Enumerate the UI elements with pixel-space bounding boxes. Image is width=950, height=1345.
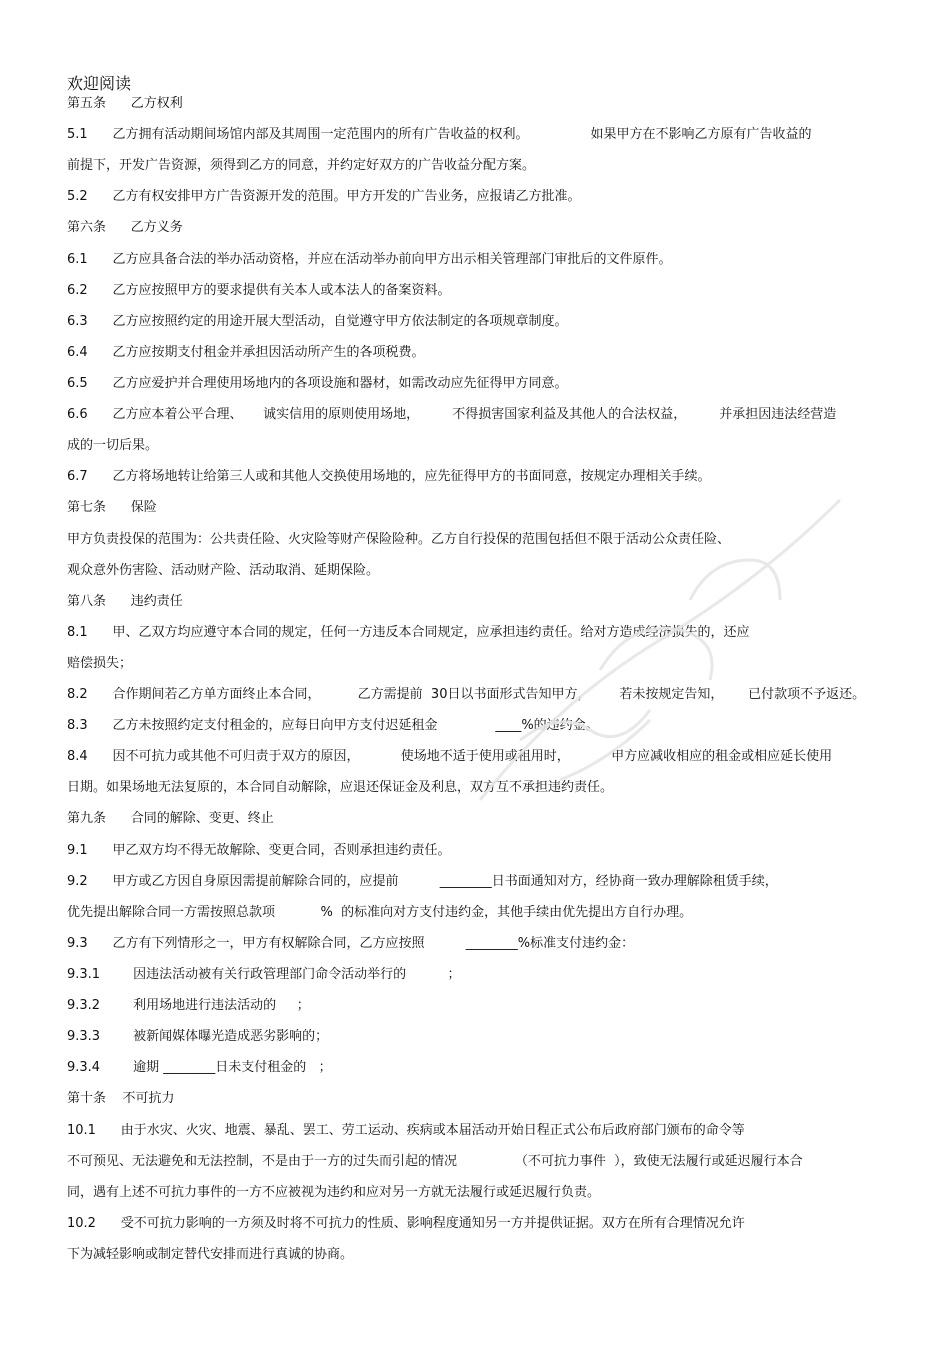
clause-line: 9.3.4 逾期 ________日未支付租金的 ； [67,1060,332,1075]
section-title: 第八条 违约责任 [67,594,183,609]
clause-line: 成的一切后果。 [67,438,159,453]
section-title: 第五条 乙方权利 [67,96,183,111]
section-title: 第九条 合同的解除、变更、终止 [67,811,274,826]
clause-line: 日期。如果场地无法复原的，本合同自动解除，应退还保证金及利息，双方互不承担违约责任。 [67,780,614,795]
clause-line: 8.4 因不可抗力或其他不可归责于双方的原因， 使场地不适于使用或租用时， 甲方应减收相应的租金或相应延长使用 [67,749,833,764]
clause-line: 10.2 受不可抗力影响的一方须及时将不可抗力的性质、影响程度通知另一方并提供证据。双方在所有合理情况允许 [67,1216,745,1231]
clause-line: 6.2 乙方应按照甲方的要求提供有关本人或本法人的备案资料。 [67,283,451,298]
clause-line: 前提下，开发广告资源，须得到乙方的同意，并约定好双方的广告收益分配方案。 [67,158,536,173]
clause-line: 9.3 乙方有下列情形之一，甲方有权解除合同，乙方应按照 ________%标准支付违约金： [67,936,635,951]
clause-line: 9.3.2 利用场地进行违法活动的 ； [67,998,310,1013]
clause-line: 甲方负责投保的范围为：公共责任险、火灾险等财产保险险种。乙方自行投保的范围包括但不限于活动公众责任险、 [67,532,731,547]
clause-line: 不可预见、无法避免和无法控制，不是由于一方的过失而引起的情况 （不可抗力事件 ），致使无法履行或延迟履行本合 [67,1154,803,1169]
clause-line: 6.1 乙方应具备合法的举办活动资格，并应在活动举办前向甲方出示相关管理部门审批后的文件原件。 [67,252,672,267]
clause-line: 8.1 甲、乙双方均应遵守本合同的规定，任何一方违反本合同规定，应承担违约责任。给对方造成经济损失的，还应 [67,625,750,640]
clause-line: 6.4 乙方应按期支付租金并承担因活动所产生的各项税费。 [67,345,425,360]
clause-line: 8.3 乙方未按照约定支付租金的，应每日向甲方支付迟延租金 ____%的违约金。 [67,718,599,733]
clause-line: 下为减轻影响或制定替代安排而进行真诚的协商。 [67,1247,354,1262]
clause-line: 优先提出解除合同一方需按照总款项 % 的标准向对方支付违约金，其他手续由优先提出方自行办理。 [67,905,693,920]
clause-line: 9.2 甲方或乙方因自身原因需提前解除合同的，应提前 ________日书面通知对方，经协商一致办理解除租赁手续， [67,874,778,889]
clause-line: 5.2 乙方有权安排甲方广告资源开发的范围。甲方开发的广告业务，应报请乙方批准。 [67,189,581,204]
clause-line: 6.5 乙方应爱护并合理使用场地内的各项设施和器材，如需改动应先征得甲方同意。 [67,376,568,391]
clause-line: 赔偿损失； [67,656,133,671]
clause-line: 6.3 乙方应按照约定的用途开展大型活动，自觉遵守甲方依法制定的各项规章制度。 [67,314,568,329]
document-header: 欢迎阅读 [67,74,132,93]
clause-line: 6.6 乙方应本着公平合理、 诚实信用的原则使用场地， 不得损害国家利益及其他人的合法权益， 并承担因违法经营造 [67,407,837,422]
clause-line: 10.1 由于水灾、火灾、地震、暴乱、罢工、劳工运动、疾病或本届活动开始日程正式公布后政府部门颁布的命令等 [67,1123,745,1138]
section-title: 第六条 乙方义务 [67,220,183,235]
clause-line: 9.1 甲乙双方均不得无故解除、变更合同，否则承担违约责任。 [67,843,451,858]
clause-line: 5.1 乙方拥有活动期间场馆内部及其周围一定范围内的所有广告收益的权利。 如果甲方在不影响乙方原有广告收益的 [67,127,812,142]
clause-line: 9.3.3 被新闻媒体曝光造成恶劣影响的； [67,1029,329,1044]
clause-line: 9.3.1 因违法活动被有关行政管理部门命令活动举行的 ； [67,967,461,982]
clause-line: 6.7 乙方将场地转让给第三人或和其他人交换使用场地的，应先征得甲方的书面同意，按规定办理相关手续。 [67,469,711,484]
watermark-graphic [440,440,860,860]
section-title: 第十条 不可抗力 [67,1091,175,1106]
section-title: 第七条 保险 [67,500,157,515]
clause-line: 同，遇有上述不可抗力事件的一方不应被视为违约和应对另一方就无法履行或延迟履行负责。 [67,1185,601,1200]
clause-line: 8.2 合作期间若乙方单方面终止本合同， 乙方需提前 30日以书面形式告知甲方， 若未按规定告知， 已付款项不予返还。 [67,687,866,702]
clause-line: 观众意外伤害险、活动财产险、活动取消、延期保险。 [67,563,380,578]
